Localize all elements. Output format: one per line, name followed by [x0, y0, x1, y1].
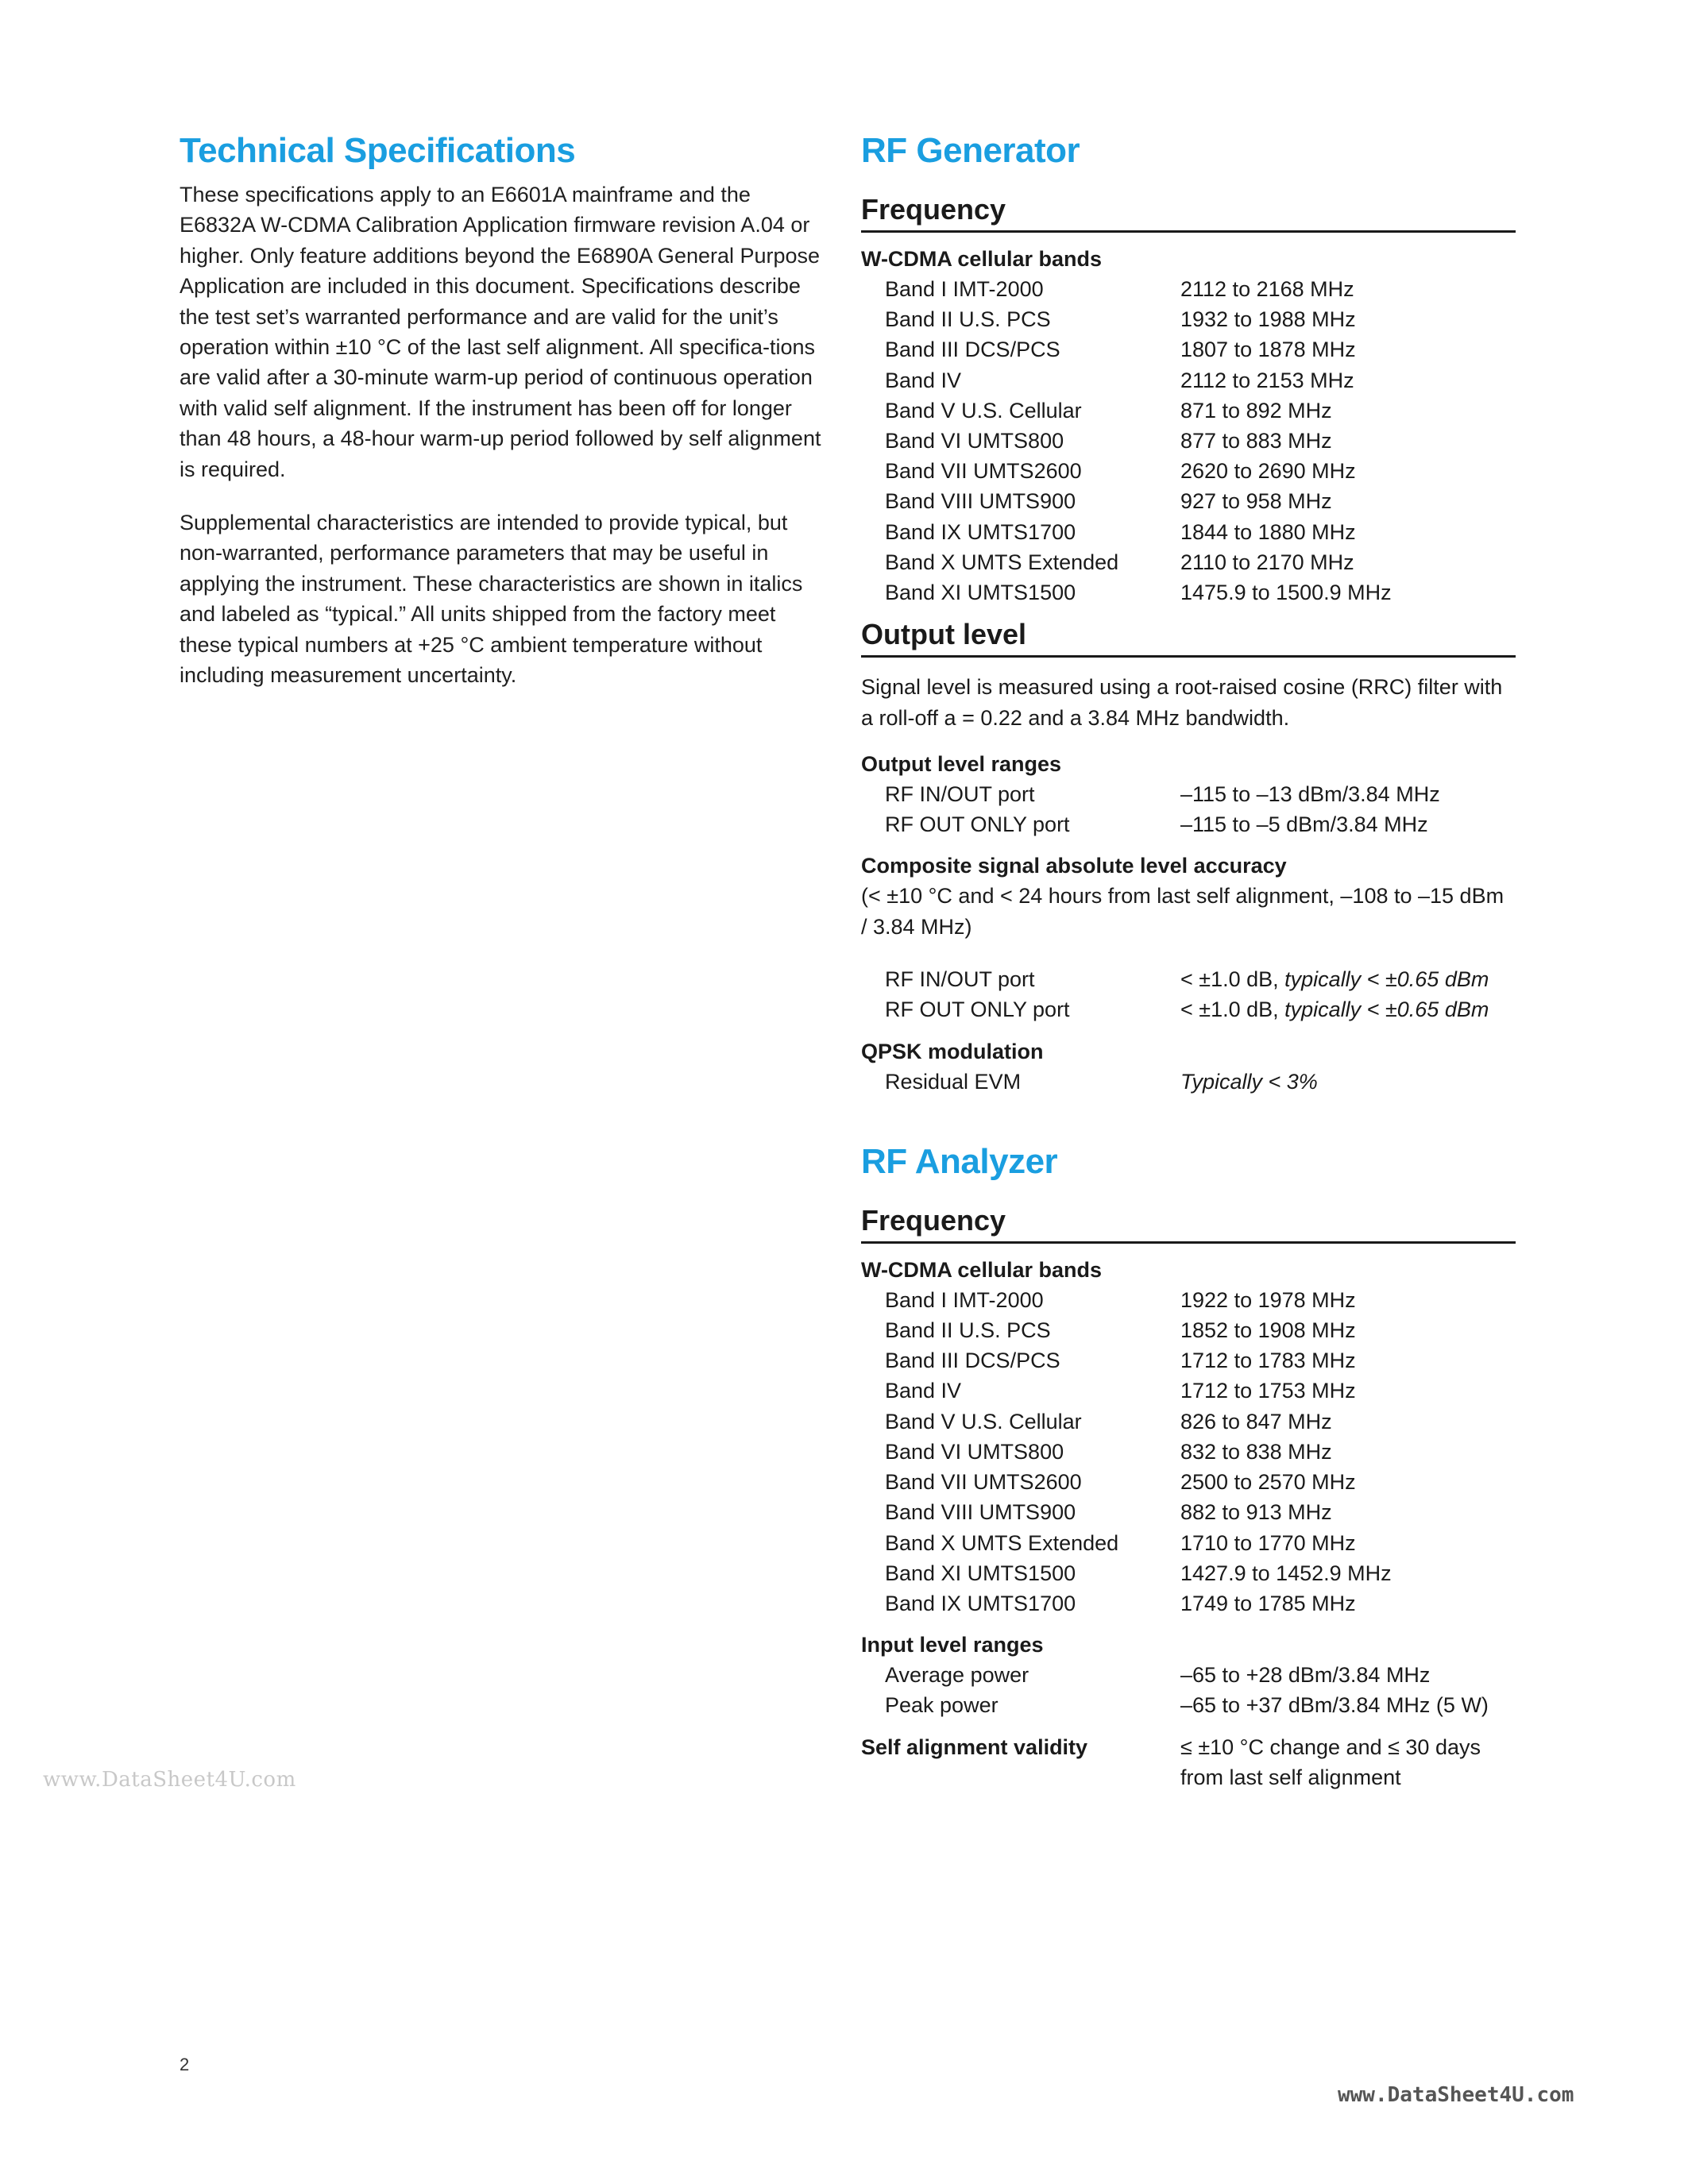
table-row: Band VII UMTS2600 2500 to 2570 MHz — [885, 1470, 1356, 1495]
table-row: Band IV 2112 to 2153 MHz — [885, 368, 1354, 392]
table-row: RF OUT ONLY port –115 to –5 dBm/3.84 MHz — [885, 812, 1428, 837]
qpsk-title: QPSK modulation — [861, 1039, 1044, 1063]
intro-paragraph-2: Supplemental characteristics are intended to provide typical, but non-warranted, performance parameters that may be useful in applying the instrument. These characteristics are shown in italics and labeled as “typical.” All units shipped from the factory meet these typical numbers at +25 °C ambient temperature without including measurement uncertainty. — [180, 511, 803, 688]
generator-bands-table — [861, 274, 1516, 608]
spec-column — [861, 129, 1516, 1792]
table-row: RF IN/OUT port < ±1.0 dB, typically < ±0.65 dBm — [885, 967, 1489, 992]
table-row: Band XI UMTS1500 1427.9 to 1452.9 MHz — [885, 1561, 1392, 1585]
table-row: Band III DCS/PCS 1712 to 1783 MHz — [885, 1349, 1356, 1373]
analyzer-bands-title: W-CDMA cellular bands — [861, 1257, 1102, 1282]
table-row: Band VI UMTS800 877 to 883 MHz — [885, 429, 1332, 453]
generator-bands-title: W-CDMA cellular bands — [861, 247, 1102, 271]
table-row: Band I IMT-2000 1922 to 1978 MHz — [885, 1287, 1356, 1312]
table-row: Band VIII UMTS900 927 to 958 MHz — [885, 489, 1332, 514]
table-row: Band III DCS/PCS 1807 to 1878 MHz — [885, 338, 1356, 362]
self-alignment-row — [861, 1732, 1516, 1792]
table-row: Band VI UMTS800 832 to 838 MHz — [885, 1439, 1332, 1464]
analyzer-bands-table — [861, 1285, 1516, 1619]
intro-text — [180, 179, 831, 691]
table-row: Average power –65 to +28 dBm/3.84 MHz — [885, 1663, 1431, 1688]
intro-column — [180, 129, 831, 691]
table-row: Band II U.S. PCS 1932 to 1988 MHz — [885, 307, 1356, 332]
table-row: Band I IMT-2000 2112 to 2168 MHz — [885, 277, 1354, 301]
output-level-description: Signal level is measured using a root-raised cosine (RRC) filter with a roll-off a = 0.22 and a 3.84 MHz bandwidth. — [861, 675, 1503, 730]
table-row: Peak power –65 to +37 dBm/3.84 MHz (5 W) — [885, 1693, 1489, 1718]
accuracy-conditions: (< ±10 °C and < 24 hours from last self alignment, –108 to –15 dBm / 3.84 MHz) — [861, 884, 1505, 939]
rf-analyzer-title: RF Analyzer — [861, 1141, 1058, 1181]
table-row: RF OUT ONLY port < ±1.0 dB, typically < ±0.65 dBm — [885, 997, 1489, 1022]
watermark-left: www.DataSheet4U.com — [43, 1768, 296, 1792]
table-row: Band VIII UMTS900 882 to 913 MHz — [885, 1500, 1332, 1525]
table-row: Band II U.S. PCS 1852 to 1908 MHz — [885, 1318, 1356, 1343]
table-row: Band IX UMTS1700 1749 to 1785 MHz — [885, 1591, 1356, 1615]
rf-generator-title: RF Generator — [861, 131, 1080, 170]
self-alignment-label: Self alignment validity — [861, 1734, 1088, 1759]
table-row: Band V U.S. Cellular 826 to 847 MHz — [885, 1409, 1332, 1433]
table-row: Band X UMTS Extended 2110 to 2170 MHz — [885, 550, 1354, 574]
table-row: Band VII UMTS2600 2620 to 2690 MHz — [885, 459, 1356, 484]
page-number: 2 — [180, 2055, 190, 2074]
generator-frequency-heading: Frequency — [861, 191, 1516, 233]
output-ranges-title: Output level ranges — [861, 752, 1062, 777]
table-row: Band IV 1712 to 1753 MHz — [885, 1379, 1356, 1403]
analyzer-frequency-heading: Frequency — [861, 1202, 1516, 1244]
table-row: RF IN/OUT port –115 to –13 dBm/3.84 MHz — [885, 782, 1440, 807]
watermark-right: www.DataSheet4U.com — [1338, 2083, 1574, 2107]
intro-paragraph-1: These specifications apply to an E6601A mainframe and the E6832A W-CDMA Calibration Application firmware revision A.04 or higher. Only feature additions beyond the E6890A General Purpose Application are included in this document. Specifications describe the test set’s warranted performance and are valid for the unit’s operation within ±10 °C of the last self alignment. All specifica-tions are valid after a 30-minute warm-up period of continuous operation with valid self alignment. If the instrument has been off for longer than 48 hours, a 48-hour warm-up period followed by self alignment is required. — [180, 183, 821, 481]
input-ranges-title: Input level ranges — [861, 1633, 1044, 1657]
accuracy-table — [861, 964, 1516, 1024]
table-row: Band V U.S. Cellular 871 to 892 MHz — [885, 398, 1332, 423]
technical-specifications-title: Technical Specifications — [180, 131, 576, 170]
table-row: Residual EVM Typically < 3% — [885, 1069, 1318, 1094]
table-row: Band X UMTS Extended 1710 to 1770 MHz — [885, 1530, 1356, 1555]
accuracy-title: Composite signal absolute level accuracy — [861, 854, 1287, 878]
output-level-heading: Output level — [861, 615, 1516, 658]
self-alignment-value: ≤ ±10 °C change and ≤ 30 days from last self alignment — [1180, 1734, 1481, 1789]
table-row: Band XI UMTS1500 1475.9 to 1500.9 MHz — [885, 581, 1392, 605]
table-row: Band IX UMTS1700 1844 to 1880 MHz — [885, 519, 1356, 544]
